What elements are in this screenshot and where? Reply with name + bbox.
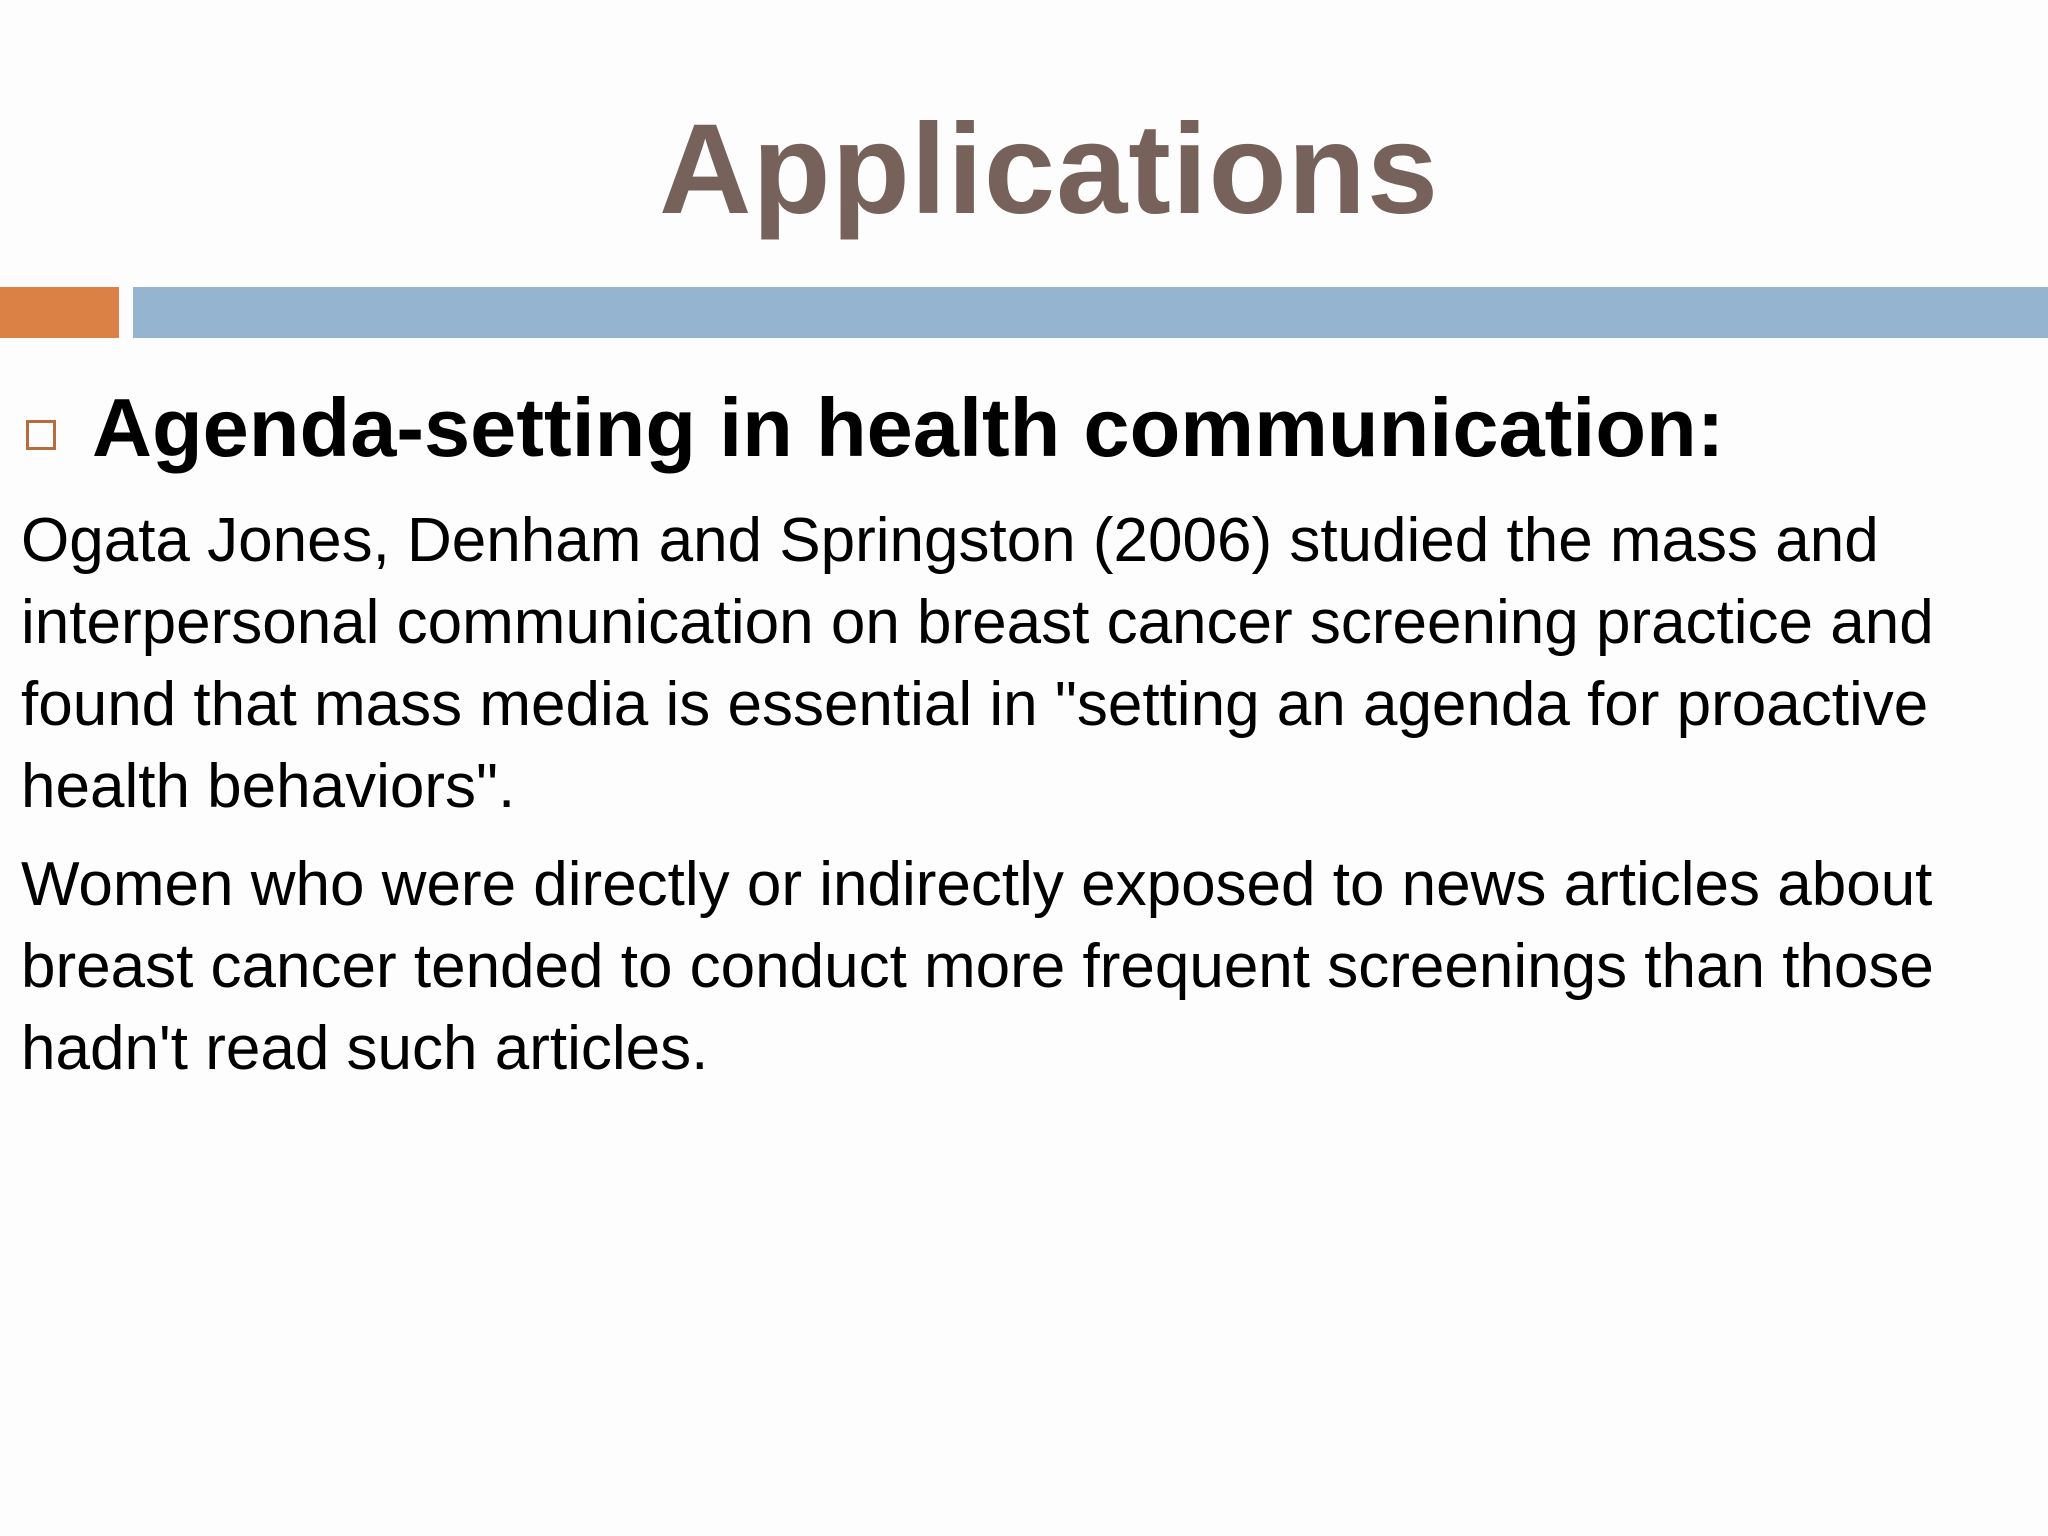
bullet-heading-row [22,378,2032,478]
body-text [21,500,2031,1090]
paragraph-findings: Women who were directly or indirectly exposed to news articles about breast cancer tended to conduct more frequent screenings than those hadn't read such articles. [21,850,1934,1083]
square-bullet-icon [26,420,56,450]
paragraph-study: Ogata Jones, Denham and Springston (2006) studied the mass and interpersonal communication on breast cancer screening practice and found that mass media is essential in "setting an agenda for proactive health behaviors". [21,506,1934,821]
section-heading: Agenda-setting in health communication: [92,381,1725,474]
slide-title: Applications [658,98,1440,241]
accent-bar-blue [133,287,2048,338]
title-area [0,0,2048,280]
accent-bar-orange [0,287,119,338]
